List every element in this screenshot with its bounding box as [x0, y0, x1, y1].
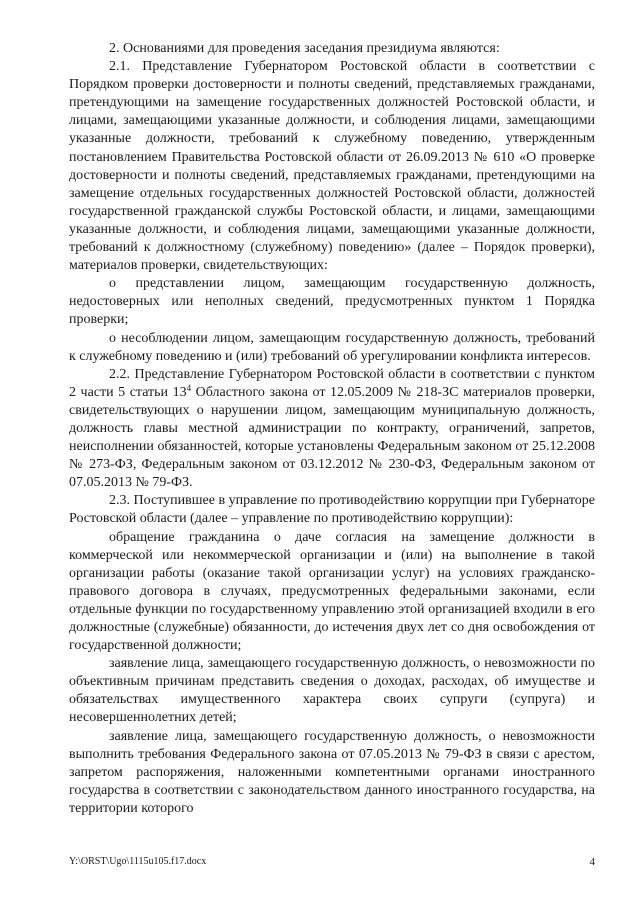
page-footer	[69, 855, 595, 869]
paragraph-2-2-text-b: Областного закона от 12.05.2009 № 218-ЗС материалов проверки, свидетельствующих о нарушении лицом, замещающим муниципальную должность, должность главы местной администрации по контракту, ограничений, запретов, неисполнении обязанностей, которые установлены Федеральным законом от 25.12.2008 № 273-ФЗ, Федеральным законом от 03.12.2012 № 230-ФЗ, Федеральным законом от 07.05.2013 № 79-ФЗ.	[69, 384, 595, 491]
paragraph-2-1-item-2: о несоблюдении лицом, замещающим государственную должность, требований к служебному поведению и (или) требований об урегулировании конфликта интересов.	[69, 330, 595, 364]
document-body	[69, 40, 595, 818]
paragraph-2-3: 2.3. Поступившее в управление по противодействию коррупции при Губернаторе Ростовской области (далее – управление по противодействию коррупции):	[69, 493, 595, 527]
paragraph-2-1-item-1: о представлении лицом, замещающим государственную должность, недостоверных или неполных сведений, предусмотренных пунктом 1 Порядка проверки;	[69, 276, 595, 328]
paragraph-grounds-heading: 2. Основаниями для проведения заседания президиума являются:	[109, 41, 500, 56]
paragraph-2-3-item-3: заявление лица, замещающего государственную должность, о невозможности выполнить требования Федерального закона от 07.05.2013 № 79-ФЗ в связи с арестом, запретом распоряжения, наложенными компетентными органами иностранного государства в соответствии с законодательством данного иностранного государства, на территории которого	[69, 728, 595, 816]
article-superscript: 4	[186, 382, 192, 393]
paragraph-2-3-item-2: заявление лица, замещающего государственную должность, о невозможности по объективным причинам представить сведения о доходах, расходах, об имуществе и обязательствах имущественного характера своих супруги (супруга) и несовершеннолетних детей;	[69, 656, 595, 726]
paragraph-2-2	[69, 366, 595, 493]
page-number: 4	[589, 856, 595, 868]
paragraph-2-3-item-1: обращение гражданина о даче согласия на замещение должности в коммерческой или некоммерческой организации и (или) на выполнение в такой организации работы (оказание такой организации услуг) на условиях гражданско-правового договора в случаях, предусмотренных федеральными законами, если отдельные функции по государственному управлению этой организацией входили в его должностные (служебные) обязанности, до истечения двух лет со дня освобождения от государственной должности;	[69, 529, 595, 654]
paragraph-2-1: 2.1. Представление Губернатором Ростовской области в соответствии с Порядком проверки достоверности и полноты сведений, представляемых гражданами, претендующими на замещение государственных должностей Ростовской области, и лицами, замещающими указанные должности, и соблюдения лицами, замещающими указанные должности, требований к служебному поведению, утвержденным постановлением Правительства Ростовской области от 26.09.2013 № 610 «О проверке достоверности и полноты сведений, представляемых гражданами, претендующими на замещение отдельных государственных должностей Ростовской области, должностей государственной гражданской службы Ростовской области, и лицами, замещающими указанные должности, и соблюдения лицами, замещающими указанные должности, требований к должностному (служебному) поведению» (далее – Порядок проверки), материалов проверки, свидетельствующих:	[69, 59, 595, 274]
paragraph-2-2-text-a: 2.2. Представление Губернатором Ростовской области в соответствии с пунктом 2 части 5 статьи 13	[69, 366, 595, 400]
footer-file-path: Y:\ORST\Ugo\1115u105.f17.docx	[69, 856, 207, 867]
